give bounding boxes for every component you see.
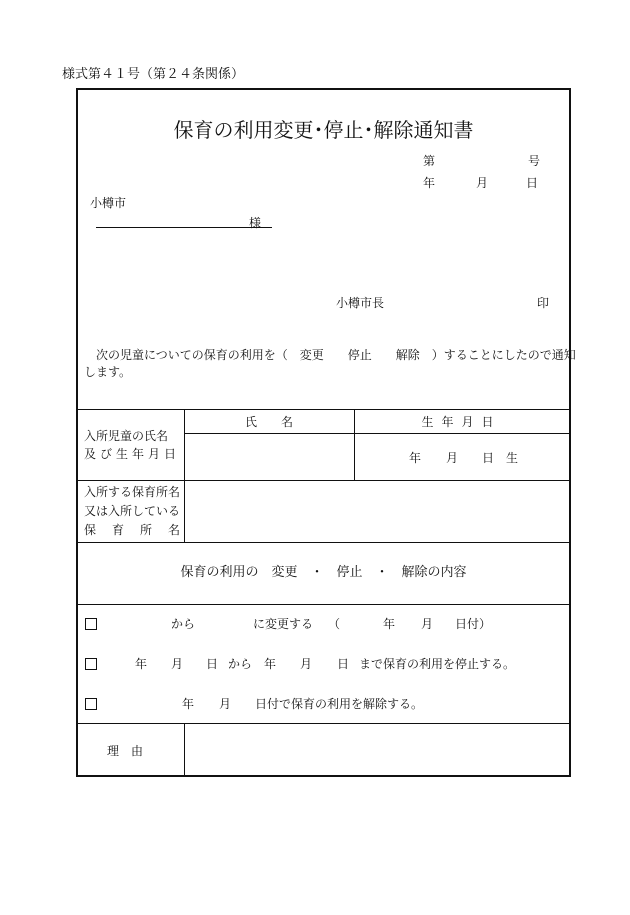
child-dob-year: 年 [409, 451, 422, 465]
content-header: 保育の利用の 変更 ・ 停止 ・ 解除の内容 [180, 565, 467, 580]
issue-date-year: 年 [423, 176, 436, 190]
suspend-day-1: 日 [206, 657, 219, 671]
addressee-honorific: 様 [249, 216, 262, 230]
suspend-year-1: 年 [135, 657, 148, 671]
change-checkbox[interactable] [85, 618, 97, 630]
child-dob-suffix: 生 [506, 451, 519, 465]
issue-date-month: 月 [476, 176, 489, 190]
child-dob-day: 日 [482, 451, 495, 465]
change-paren-open: （ [328, 617, 341, 631]
child-dob-month: 月 [446, 451, 459, 465]
cancel-checkbox[interactable] [85, 698, 97, 710]
rule-reason-column [184, 723, 185, 775]
addressee-name-line [96, 227, 272, 228]
rule-header-bottom [78, 409, 569, 410]
suspend-checkbox[interactable] [85, 658, 97, 670]
child-name-header: 氏 名 [244, 415, 293, 429]
issue-date-day: 日 [526, 176, 539, 190]
suspend-month-1: 月 [171, 657, 184, 671]
addressee-city: 小樽市 [90, 196, 127, 210]
notice-line-2: します。 [84, 365, 132, 379]
change-date-suffix: 日付） [455, 617, 492, 631]
change-from-text: から [171, 617, 196, 631]
doc-number-suffix: 号 [528, 154, 541, 168]
cancel-month: 月 [219, 697, 232, 711]
facility-label-line-2: 又は入所している [84, 504, 181, 518]
cancel-year: 年 [182, 697, 195, 711]
child-dob-header: 生年月日 [421, 415, 502, 429]
change-month: 月 [421, 617, 434, 631]
rule-options-bottom [78, 723, 569, 724]
issuer-title: 小樽市長 [336, 296, 385, 310]
doc-number-prefix: 第 [423, 154, 436, 168]
notice-line-1: 次の児童についての保育の利用を（ 変更 停止 解除 ）することにしたので通知 [96, 348, 576, 362]
reason-field[interactable] [186, 725, 567, 773]
suspend-day-2: 日 [337, 657, 350, 671]
cancel-text: 日付で保育の利用を解除する。 [255, 697, 424, 711]
suspend-from: から [228, 657, 253, 671]
facility-label-line-1: 入所する保育所名 [84, 485, 181, 499]
rule-facility-bottom [78, 542, 569, 543]
form-reference: 様式第４１号（第２４条関係） [62, 67, 245, 82]
change-year: 年 [383, 617, 396, 631]
suspend-year-2: 年 [264, 657, 277, 671]
change-to-text: に変更する [253, 617, 314, 631]
suspend-month-2: 月 [300, 657, 313, 671]
rule-child-subheader [184, 433, 569, 434]
facility-label-line-3: 保育所名 [84, 523, 197, 537]
child-label-line-1: 入所児童の氏名 [84, 429, 169, 443]
document-title: 保育の利用変更･停止･解除通知書 [173, 118, 474, 142]
rule-child-bottom [78, 480, 569, 481]
child-label-line-2: 及び生年月日 [84, 447, 181, 461]
rule-content-header-bottom [78, 604, 569, 605]
suspend-text: まで保育の利用を停止する。 [359, 657, 516, 671]
issuer-seal: 印 [537, 296, 550, 310]
notification-form [76, 88, 576, 777]
reason-label: 理 由 [107, 744, 144, 758]
